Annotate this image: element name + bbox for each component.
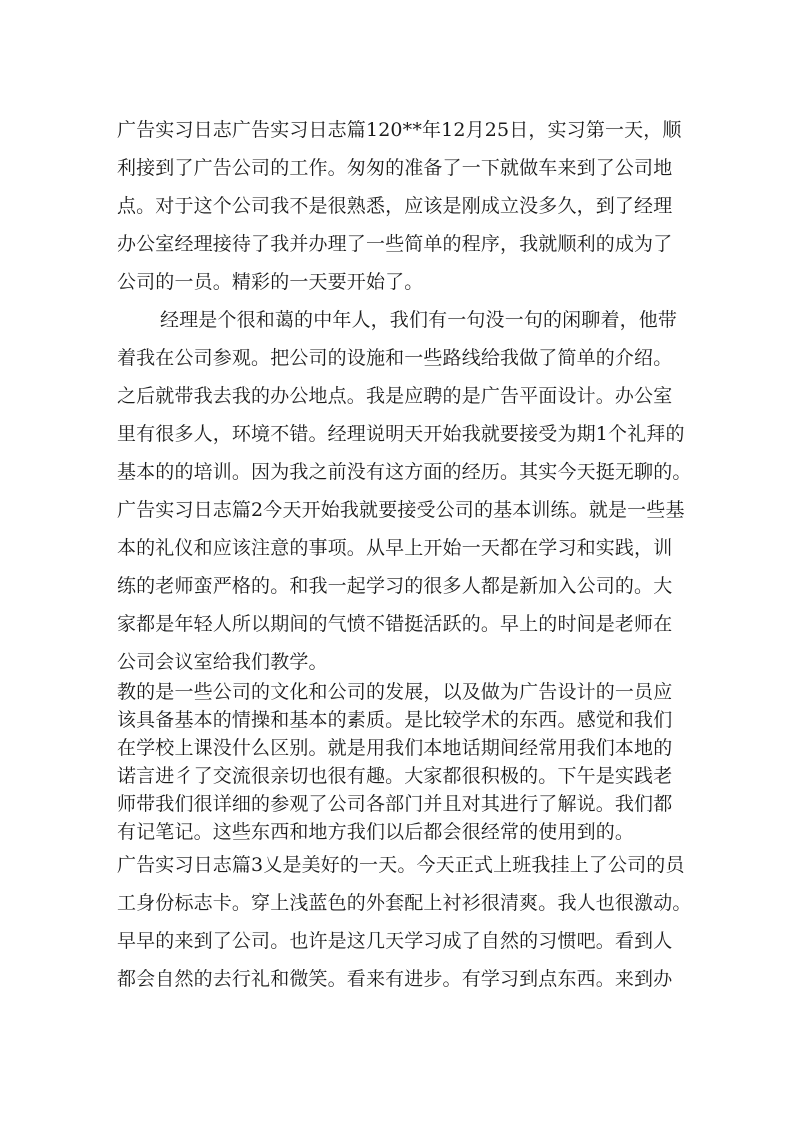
text-line: 基本的的培训。因为我之前没有这方面的经历。其实今天挺无聊的。 [117,461,692,483]
text-line: 练的老师蛮严格的。和我一起学习的很多人都是新加入公司的。大 [117,575,673,597]
text-line: 诺言进彳了交流很亲切也很有趣。大家都很积极的。下午是实践老 [117,765,673,787]
text-line: 公司的一员。精彩的一天要开始了。 [117,271,424,293]
text-line: 之后就带我去我的办公地点。我是应聘的是广告平面设计。办公室 [117,385,673,407]
text-line: 办公室经理接待了我并办理了一些简单的程序，我就顺利的成为了 [117,233,673,255]
text-line: 经理是个很和蔼的中年人，我们有一句没一句的闲聊着，他带 [160,309,678,331]
text-line: 工身份标志卡。穿上浅蓝色的外套配上衬衫很清爽。我人也很激动。 [117,892,692,914]
text-line: 家都是年轻人所以期间的气愤不错挺活跃的。早上的时间是老师在 [117,613,673,635]
text-line: 教的是一些公司的文化和公司的发展，以及做为广告设计的一员应 [117,681,673,703]
text-line: 有记笔记。这些东西和地方我们以后都会很经常的使用到的。 [117,821,635,843]
text-line: 在学校上课没什么区别。就是用我们本地话期间经常用我们本地的 [117,737,673,759]
text-line: 利接到了广告公司的工作。匆匆的准备了一下就做车来到了公司地 [117,157,673,179]
text-line: 早早的来到了公司。也许是这几天学习成了自然的习惯吧。看到人 [117,930,673,952]
text-line: 都会自然的去行礼和微笑。看来有进步。有学习到点东西。来到办 [117,968,673,990]
text-line: 师带我们很详细的参观了公司各部门并且对其进行了解说。我们都 [117,793,673,815]
text-line: 广告实习日志篇3乂是美好的一天。今天正式上班我挂上了公司的员 [117,854,685,876]
text-line: 本的礼仪和应该注意的事项。从早上开始一天都在学习和实践，训 [117,537,673,559]
text-line: 该具备基本的情操和基本的素质。是比较学术的东西。感觉和我们 [117,709,673,731]
text-line: 广告实习日志广告实习日志篇120**年12月25日，实习第一天，顺 [117,119,682,141]
text-line: 公司会议室给我们教学。 [117,651,328,673]
text-line: 里有很多人，环境不错。经理说明天开始我就要接受为期1个礼拜的 [117,423,685,445]
text-line: 广告实习日志篇2今天开始我就要接受公司的基本训练。就是一些基 [117,499,685,521]
text-line: 点。对于这个公司我不是很熟悉，应该是刚成立没多久，到了经理 [117,195,673,217]
text-line: 着我在公司参观。把公司的设施和一些路线给我做了简单的介绍。 [117,347,673,369]
